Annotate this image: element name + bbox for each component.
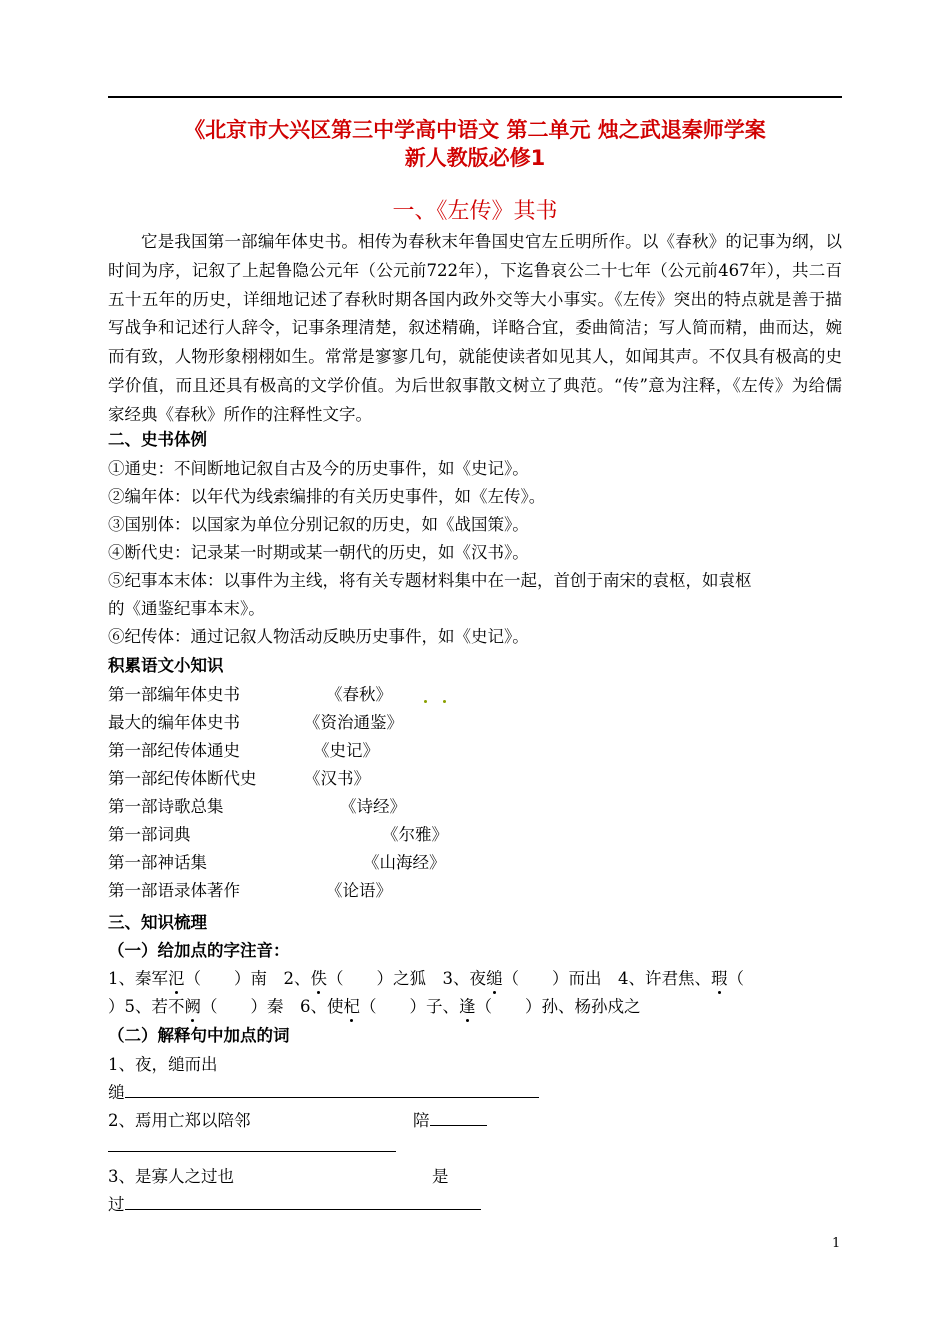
section3-heading: 三、知识梳理 [108, 913, 207, 932]
dotted-char: 缒 [486, 969, 503, 988]
dotted-char: 氾 [168, 969, 185, 988]
dotted-char: 佚 [310, 969, 327, 988]
header-rule [108, 96, 842, 98]
page-number: 1 [832, 1236, 841, 1251]
knowledge-row [108, 681, 392, 709]
answer-blank[interactable] [430, 1107, 487, 1126]
answer-line-2-continued [108, 1133, 396, 1161]
pinyin-question-line1: 1、秦军氾（ ）南 2、佚（ ）之狐 3、夜缒（ ）而出 4、许君焦、瑕（ [108, 969, 744, 988]
knowledge-row [108, 877, 392, 905]
knowledge-label: 最大的编年体史书 [108, 713, 240, 732]
section2-heading: 二、史书体例 [108, 430, 207, 449]
knowledge-row [108, 849, 446, 877]
knowledge-label: 第一部纪传体通史 [108, 741, 240, 760]
history-style-item: ⑤纪事本末体：以事件为主线，将有关专题材料集中在一起，首创于南宋的袁枢，如袁枢 [108, 571, 752, 590]
knowledge-heading: 积累语文小知识 [108, 656, 224, 675]
knowledge-label: 第一部词典 [108, 825, 191, 844]
knowledge-label: 第一部编年体史书 [108, 685, 240, 704]
answer-line-3 [108, 1191, 481, 1219]
knowledge-label: 第一部神话集 [108, 853, 207, 872]
document-title-line2: 新人教版必修1 [404, 146, 546, 170]
answer-blank[interactable] [108, 1133, 396, 1152]
knowledge-value: 《资治通鉴》 [304, 713, 403, 732]
history-style-item: ③国别体：以国家为单位分别记叙的历史，如《战国策》。 [108, 515, 529, 534]
knowledge-value: 《诗经》 [340, 797, 406, 816]
knowledge-row [108, 793, 406, 821]
answer-line-1 [108, 1079, 539, 1107]
history-style-item: ②编年体：以年代为线索编排的有关历史事件，如《左传》。 [108, 487, 546, 506]
answer-line-2 [413, 1107, 487, 1135]
answer-word: 陪 [413, 1111, 430, 1130]
section1-paragraph: 它是我国第一部编年体史书。相传为春秋末年鲁国史官左丘明所作。以《春秋》的记事为纲，以时间为序，记叙了上起鲁隐公元年（公元前722年），下迄鲁哀公二十七年（公元前467年），共二百五十五年的历史，详细地记述了春秋时期各国内政外交等大小事实。《左传》突出的特点就是善于描写战争和记述行人辞令，记事条理清楚，叙述精确，详略合宜，委曲简洁；写人简而精，曲而达，婉而有致，人物形象栩栩如生。常常是寥寥几句，就能使读者如见其人，如闻其声。不仅具有极高的史学价值，而且还具有极高的文学价值。为后世叙事散文树立了典范。“传”意为注释，《左传》为给儒家经典《春秋》所作的注释性文字。 [108, 232, 842, 424]
answer-blank[interactable] [125, 1191, 481, 1210]
question-3: 3、是寡人之过也 [108, 1167, 234, 1186]
knowledge-value: 《春秋》 [326, 685, 392, 704]
subsection1-heading: （一）给加点的字注音： [108, 941, 290, 960]
knowledge-value: 《尔雅》 [382, 825, 448, 844]
history-style-item: ⑥纪传体：通过记叙人物活动反映历史事件，如《史记》。 [108, 627, 529, 646]
answer-word: 是 [432, 1167, 449, 1186]
knowledge-label: 第一部诗歌总集 [108, 797, 224, 816]
dotted-char: 阙 [184, 997, 201, 1016]
section1-heading: 一、《左传》其书 [392, 199, 558, 224]
question-2: 2、焉用亡郑以陪邻 [108, 1111, 251, 1130]
pinyin-question-line2: ）5、若不阙（ ）秦 6、使杞（ ）子、逢（ ）孙、杨孙戍之 [108, 997, 641, 1016]
dotted-char: 逢 [459, 997, 476, 1016]
knowledge-label: 第一部纪传体断代史 [108, 769, 257, 788]
knowledge-value: 《论语》 [326, 881, 392, 900]
knowledge-label: 第一部语录体著作 [108, 881, 240, 900]
dotted-char: 杞 [343, 997, 360, 1016]
history-style-item: 的《通鉴纪事本末》。 [108, 599, 265, 618]
answer-blank[interactable] [125, 1079, 539, 1098]
knowledge-value: 《山海经》 [363, 853, 446, 872]
document-title-line1: 《北京市大兴区第三中学高中语文 第二单元 烛之武退秦师学案 [184, 118, 766, 142]
knowledge-row [108, 737, 379, 765]
knowledge-value: 《史记》 [313, 741, 379, 760]
knowledge-row [108, 765, 370, 793]
knowledge-row [108, 821, 448, 849]
answer-word: 缒 [108, 1083, 125, 1102]
knowledge-value: 《汉书》 [304, 769, 370, 788]
knowledge-row [108, 709, 403, 737]
dotted-char: 瑕 [711, 969, 728, 988]
decorative-dot [443, 700, 446, 703]
history-style-item: ④断代史：记录某一时期或某一朝代的历史，如《汉书》。 [108, 543, 529, 562]
subsection2-heading: （二）解释句中加点的词 [108, 1026, 290, 1045]
history-style-item: ①通史：不间断地记叙自古及今的历史事件，如《史记》。 [108, 459, 529, 478]
answer-word: 过 [108, 1195, 125, 1214]
question-1: 1、夜，缒而出 [108, 1055, 218, 1074]
decorative-dot [424, 700, 427, 703]
